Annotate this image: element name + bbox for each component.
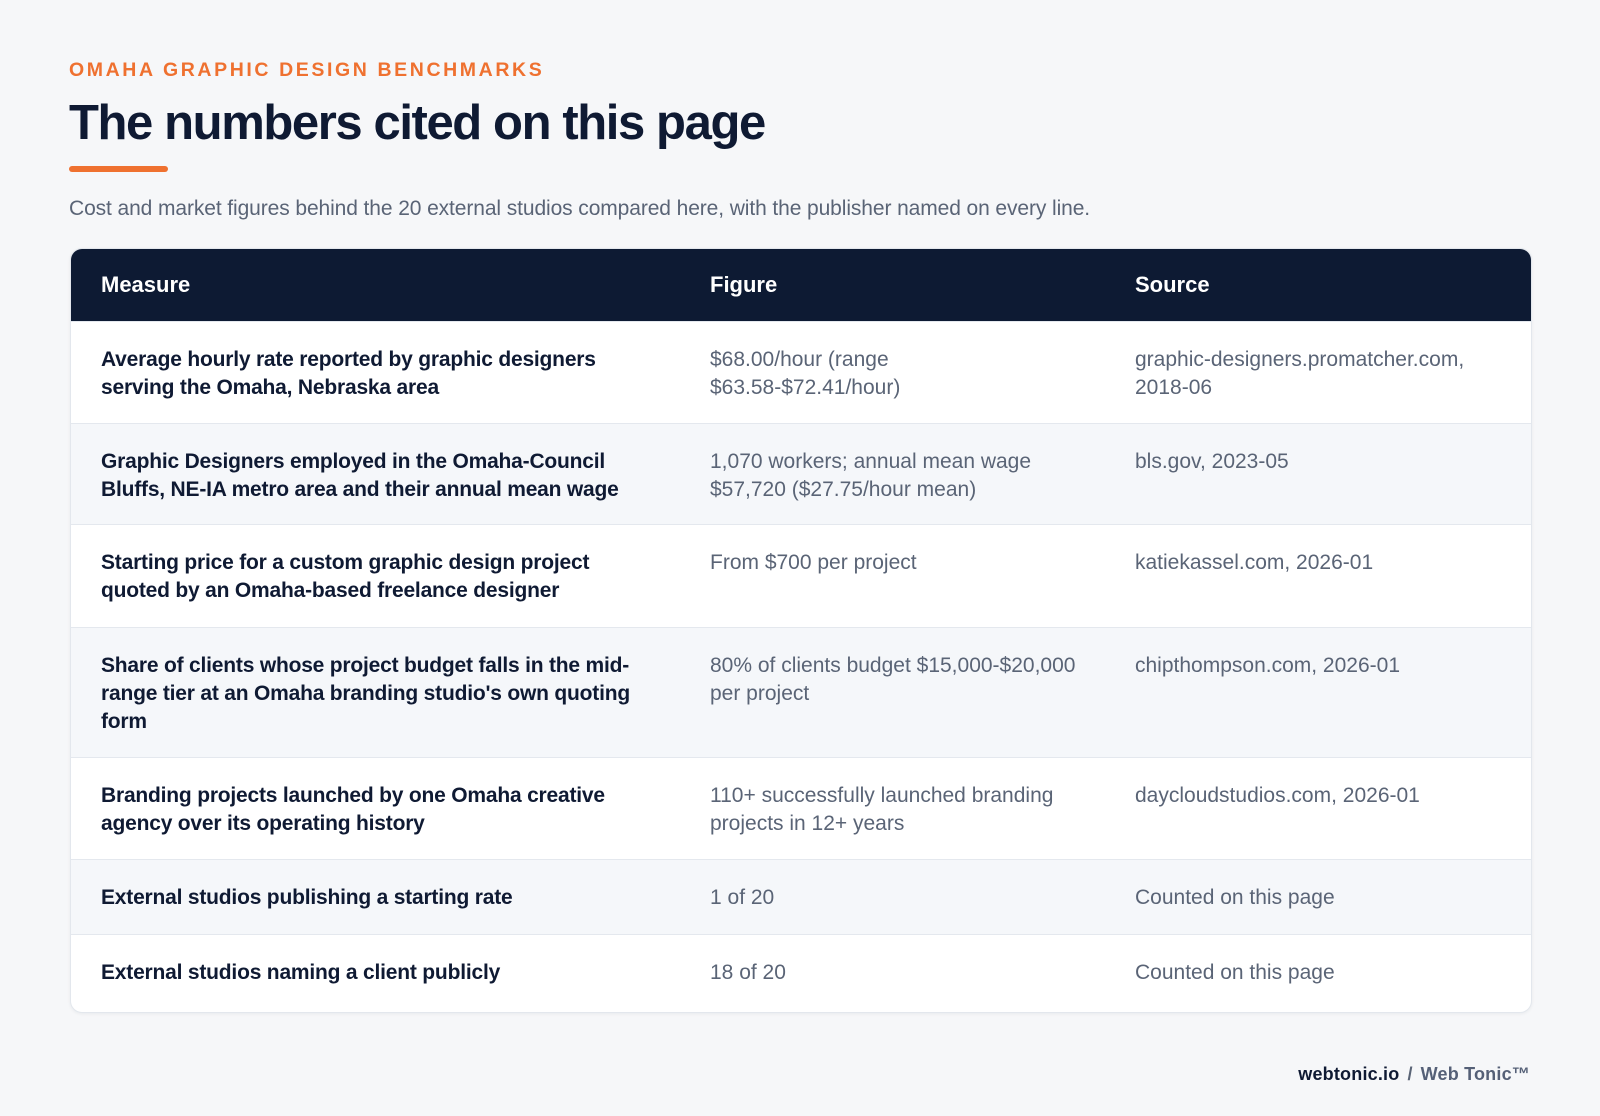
measure-cell: External studios naming a client publicly xyxy=(101,960,501,984)
measure-cell: Starting price for a custom graphic design project quoted by an Omaha-based freelance designer xyxy=(101,550,590,602)
table-row xyxy=(71,934,1531,1010)
measure-cell: Share of clients whose project budget falls in the mid-range tier at an Omaha branding studio's own quoting form xyxy=(101,653,630,733)
source-cell: katiekassel.com, 2026-01 xyxy=(1135,550,1374,574)
footer-domain-link[interactable]: webtonic.io xyxy=(1298,1064,1400,1084)
footer-brand: Web Tonic™ xyxy=(1420,1064,1530,1084)
figure-cell: 1,070 workers; annual mean wage $57,720 ($27.75/hour mean) xyxy=(710,449,1032,501)
source-cell: bls.gov, 2023-05 xyxy=(1135,449,1289,473)
source-cell: chipthompson.com, 2026-01 xyxy=(1135,653,1400,677)
source-cell: graphic-designers.promatcher.com, 2018-06 xyxy=(1135,347,1465,399)
source-cell: Counted on this page xyxy=(1135,885,1335,909)
footer-separator: / xyxy=(1407,1064,1413,1084)
table-row xyxy=(71,757,1531,859)
source-cell: Counted on this page xyxy=(1135,960,1335,984)
measure-cell: Average hourly rate reported by graphic designers serving the Omaha, Nebraska area xyxy=(101,347,596,399)
table-row xyxy=(71,321,1531,423)
figures-table-card xyxy=(70,248,1532,1013)
figures-table xyxy=(71,249,1531,1010)
figure-cell: 80% of clients budget $15,000-$20,000 per project xyxy=(710,653,1076,705)
figure-cell: 1 of 20 xyxy=(710,885,775,909)
table-row xyxy=(71,524,1531,627)
table-row xyxy=(71,627,1531,757)
column-header-source: Source xyxy=(1135,271,1210,297)
figure-cell: 110+ successfully launched branding projects in 12+ years xyxy=(710,783,1054,835)
table-row xyxy=(71,423,1531,524)
source-cell: daycloudstudios.com, 2026-01 xyxy=(1135,783,1420,807)
table-header-row xyxy=(71,249,1531,321)
measure-cell: Graphic Designers employed in the Omaha-Council Bluffs, NE-IA metro area and their annual mean wage xyxy=(101,449,619,501)
table-row xyxy=(71,859,1531,934)
figure-cell: From $700 per project xyxy=(710,550,917,574)
eyebrow-label: OMAHA GRAPHIC DESIGN BENCHMARKS xyxy=(69,59,545,81)
figure-cell: $68.00/hour (range $63.58-$72.41/hour) xyxy=(710,347,901,399)
column-header-measure: Measure xyxy=(101,271,191,297)
title-accent-bar xyxy=(69,166,168,172)
page-subtitle: Cost and market figures behind the 20 external studios compared here, with the publisher named on every line. xyxy=(69,196,1091,220)
measure-cell: External studios publishing a starting rate xyxy=(101,885,513,909)
footer-credit xyxy=(1298,1062,1530,1086)
figure-cell: 18 of 20 xyxy=(710,960,786,984)
page-header xyxy=(69,56,1530,223)
column-header-figure: Figure xyxy=(710,271,778,297)
measure-cell: Branding projects launched by one Omaha creative agency over its operating history xyxy=(101,783,605,835)
page-title: The numbers cited on this page xyxy=(69,96,765,150)
